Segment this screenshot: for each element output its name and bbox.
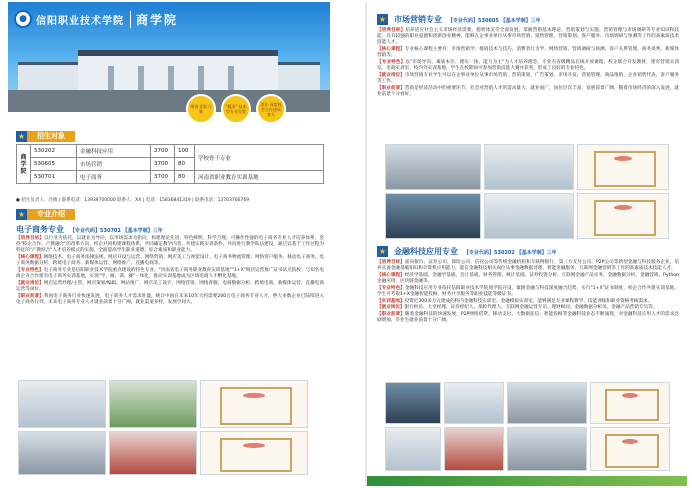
certificate-photo <box>577 144 669 190</box>
paragraph <box>16 268 324 280</box>
article-meta: 【专业代码】530701 【基本学制】三年 <box>70 228 163 234</box>
table-cell-code: 530202 <box>31 145 77 158</box>
section-title: 招生对象 <box>27 131 75 142</box>
table-cell-code: 530605 <box>31 158 77 171</box>
school-name: 信阳职业技术学院 <box>36 15 124 27</box>
paragraph-tag: 【专业特色】 <box>377 285 405 291</box>
star-icon: ★ <box>17 131 26 141</box>
enroll-section-header <box>16 130 75 142</box>
article-title: 金融科技应用专业 <box>394 247 458 256</box>
table-cell-note: 河南省职业教育实训基地 <box>195 171 324 184</box>
paragraph-tag: 【培养目标】 <box>377 260 405 265</box>
competition-photo <box>444 427 504 471</box>
left-page <box>8 2 330 486</box>
table-cell-note: 学校骨干专业 <box>195 145 324 171</box>
paragraph-text: 以"市场导向、素质本位、理实一体、能力为主"为人才培养理念，专业有省级精品在线开放课程，校企联合开发教材，建有营销实训室、电商实训室、校内外实训基地，学生在校期间可参加营销技能大赛并获奖，形成了良好的专业特色。 <box>377 60 679 72</box>
paragraph-tag: 【职业前景】 <box>377 85 405 91</box>
paragraph-text: 银行柜员、大堂经理、证券经纪人、保险代理人、互联网金融运营专员、理财顾问、金融数据分析员、金融产品营销专员等。 <box>404 305 658 311</box>
training-room-photo <box>109 380 197 428</box>
star-icon: ★ <box>378 15 387 24</box>
paragraph <box>377 60 679 72</box>
table-cell-quota: 80 <box>175 171 195 184</box>
article-header <box>16 224 163 235</box>
article-body <box>377 28 679 140</box>
paragraph <box>377 299 679 305</box>
feature-badge: "精深"·技术型专业设置 <box>221 94 251 124</box>
paragraph-text: 以行业为依托，以就业为导向，以市场需求为指向，构建理论先进、特色鲜明、科学合理、可操作性强的电子商务专业人才培养体系，坚持"校企合作、产教融合"的改革方向，校企共同构建课程体系，共同确定教学内容，共建实践实训条件，共同进行教学队伍建设，通过以基于工作过程为特征的"产教结合"人才培养模式的实施，全面提高学生职业道德、综合素质和职业能力。 <box>16 236 324 254</box>
table-cell-quota: 100 <box>175 145 195 158</box>
article-header <box>377 14 541 25</box>
school-header <box>14 10 178 28</box>
feature-badges <box>186 94 286 124</box>
classroom-photo <box>507 427 587 471</box>
enrollment-table <box>16 144 324 184</box>
article-title: 市场营销专业 <box>394 15 442 24</box>
ecommerce-room-photo <box>109 431 197 475</box>
contact-info: ● 招生负责人：冷晴 | 联系电话：13939700000 联系人：XX | 电话：15836841319 | 联系电话：13703766769 <box>16 198 250 203</box>
paragraph-text: 专业核心课程主要有：市场营销学、推销技术与技巧、消费者行为学、网络营销、营销调研与预测、客户关系管理、商务谈判、新媒体营销等。 <box>377 47 679 59</box>
paragraph-tag: 【核心课程】 <box>377 272 405 278</box>
award-certificate-photo <box>590 427 670 471</box>
paragraph-text: 网店运营经理/主管、网店策划/编辑、网站推广、网店美工设计、网络营销、网络客服、电商数据分析、跨境电商、新媒体运营、直播电商运营等岗位。 <box>16 280 324 293</box>
paragraph <box>377 305 679 311</box>
article-meta: 【专业代码】530202 【基本学制】三年 <box>464 250 557 256</box>
paragraph-tag: 【核心课程】 <box>377 47 405 53</box>
star-icon: ★ <box>17 209 26 219</box>
paragraph <box>377 312 679 324</box>
table-cell-name: 市场营销 <box>77 158 151 171</box>
certificate-photo <box>200 380 308 428</box>
campus-building <box>78 50 278 92</box>
article-title: 电子商务专业 <box>16 225 64 234</box>
paragraph <box>377 260 679 272</box>
marketing-lab-photo <box>385 144 481 190</box>
bank-counter-photo <box>444 382 504 424</box>
student-photo <box>385 427 441 471</box>
building-wing <box>18 62 78 92</box>
table-row <box>17 171 324 184</box>
paragraph-tag: 【实训基地】 <box>377 298 405 304</box>
article-meta: 【专业代码】530605 【基本学制】三年 <box>448 18 541 24</box>
meeting-room-photo <box>484 144 574 190</box>
right-page <box>365 2 687 486</box>
footer-decoration <box>367 476 687 486</box>
paragraph-tag: 【专业特色】 <box>377 60 406 66</box>
table-row-header: 商学院 <box>17 145 31 184</box>
table-cell-fee: 3700 <box>151 145 175 158</box>
star-icon: ★ <box>378 247 387 256</box>
paragraph <box>16 255 324 267</box>
paragraph-text: 电子商务专业是信阳职业技术学院重点建设的特色专业。"河南省电子商务职业教育实训基地""1+X"网店运营推广证书试点院校；与知名电商企业合作建有电子商务实训基地，实现"学、做、训、赛"一体化，推动实训基地成为区域电商人才孵化基地。 <box>16 268 324 280</box>
paragraph-text: 投资近300多万元建成的校内金融科技实训室、金融模拟实训室，能够满足专业课程教学、技能训练和职业资格考核需求。 <box>404 298 653 304</box>
paragraph <box>377 73 679 85</box>
paragraph-text: 营销是经济活动中的重要环节，社会对营销人才的需求量大，就业面广，岗位层次丰富，发展前景广阔，随着市场经济的深入发展，就业前景十分看好。 <box>377 85 679 98</box>
paragraph-tag: 【就业岗位】 <box>377 72 405 78</box>
paragraph-text: 面向银行、证券公司、保险公司、信托公司等传统金融机构和互联网银行、第三方支付公司、P2P公司等新型金融与科技服务企业，培养具备金融基础知识和计算机应用能力，能在金融科技相关岗位从事金融数据处理、智能金融服务、互联网金融营销等工作的高素质技术技能人才。 <box>377 260 679 272</box>
paragraph-text: 我国电子商务行业快速发展，电子商务人才需求旺盛，统计中国在未来10年大约需要200万电子商务专业人才，绝大多数企业已陆续进入电子商务行列，未来电子商务专业人才就业前景十分广阔，就业渠道多样，发展空间大。 <box>16 293 324 306</box>
paragraph-tag: 【就业岗位】 <box>16 280 44 286</box>
paragraph <box>16 236 324 255</box>
office-training-photo <box>484 193 574 239</box>
paragraph-text: 随着金融科技的快速发展，P2P网络借贷、移动支付、大数据征信、智能投顾等金融科技业态不断涌现，对金融科技应用人才的需求急剧增加，毕业生就业前景十分广阔。 <box>377 312 679 324</box>
paragraph-tag: 【培养目标】 <box>377 28 406 33</box>
table-cell-fee: 3700 <box>151 171 175 184</box>
paragraph <box>377 47 679 59</box>
paragraph-text: 市场营销专业学生可以在企事业单位从事市场营销、营销策划、广告策划、市场开发、营销管理、商品推销、企业销售代表、客户服务等工作。 <box>377 72 679 85</box>
display-room-photo <box>385 193 481 239</box>
paragraph-tag: 【培养目标】 <box>16 236 45 241</box>
table-cell-code: 530701 <box>31 171 77 184</box>
paragraph-text: 培养适应社会主义市场经济需要，德智体美劳全面发展，掌握营销基本理论、营销策划与实施、营销管理与市场调研等专业知识和技能，具有较强的职业道德和创新创业精神，能够在企事业单位从事市场营销、销售管理、营销策划、客户服务、市场调研与预测等工作的高素质技术技能人才。 <box>377 28 679 46</box>
paragraph <box>377 86 679 98</box>
trading-room-photo <box>507 382 587 424</box>
table-cell-name: 金融科技应用 <box>77 145 151 158</box>
feature-badge: 就业·深度校企合作协同育人 <box>256 94 286 124</box>
table-cell-quota: 80 <box>175 158 195 171</box>
section-title: 专业介绍 <box>27 209 75 220</box>
intro-section-header <box>16 208 75 220</box>
award-certificate-photo <box>577 193 669 239</box>
table-cell-name: 电子商务 <box>77 171 151 184</box>
table-row <box>17 145 324 158</box>
feature-badge: 师资·团队力量 <box>186 94 216 124</box>
table-cell-fee: 3700 <box>151 158 175 171</box>
paragraph <box>377 273 679 285</box>
award-certificate-photo <box>200 431 308 475</box>
paragraph-tag: 【职业前景】 <box>16 293 44 299</box>
paragraph-tag: 【专业特色】 <box>16 268 44 274</box>
paragraph-tag: 【核心课程】 <box>16 255 44 261</box>
paragraph <box>16 294 324 306</box>
college-name: 商学院 <box>130 11 178 28</box>
computer-lab-photo <box>18 431 106 475</box>
finance-lab-photo <box>385 382 441 424</box>
paragraph-text: 网络技术、电子商务法律法规、网店开设与运营、网络营销、网店美工与视觉设计、电子商务物流管理、网络客户服务、移动电子商务、电子商务数据分析、跨境电子商务、新媒体运营、网络推广、直播电商等。 <box>16 255 324 267</box>
paragraph-text: 金融科技应用专业依托信阳职业技术学院商学院开设，紧跟金融与科技深度融合趋势，实行"1+X"证书制度，校企合作共建实训基地，学生可考取1+X金融智能投顾、财务共享服务等职业技能等级证书。 <box>377 285 679 298</box>
paragraph <box>377 28 679 47</box>
paragraph-tag: 【职业前景】 <box>377 312 405 318</box>
article-header <box>377 246 557 257</box>
certificate-photo <box>590 382 670 424</box>
article-body <box>16 236 324 376</box>
classroom-photo <box>18 380 106 428</box>
article-body <box>377 260 679 380</box>
paragraph <box>377 286 679 298</box>
paragraph-text: 经济学基础、金融学基础、会计基础、财务管理、统计基础、证券投资分析、互联网金融产品实务、金融数据分析、金融营销、Python金融应用、区块链金融等。 <box>377 272 679 285</box>
school-logo-icon: ● <box>14 10 32 28</box>
paragraph <box>16 281 324 293</box>
paragraph-tag: 【就业岗位】 <box>377 305 405 311</box>
